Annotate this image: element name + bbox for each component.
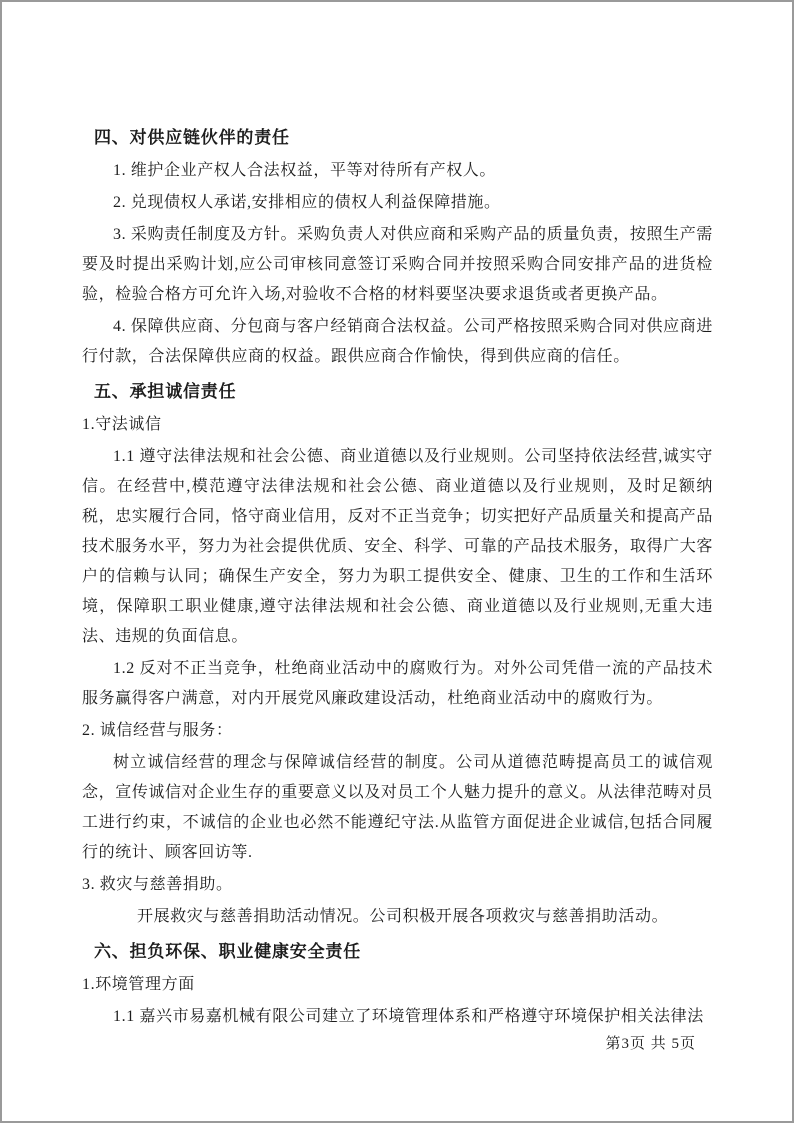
list-item: 3. 救灾与慈善捐助。 (82, 876, 233, 893)
section-heading-supply-chain: 四、对供应链伙伴的责任 (94, 128, 290, 147)
list-item: 2. 诚信经营与服务： (82, 722, 233, 739)
section-heading-integrity: 五、承担诚信责任 (94, 382, 237, 401)
list-item: 1.环境管理方面 (82, 976, 195, 993)
paragraph: 2. 兑现债权人承诺,安排相应的债权人利益保障措施。 (113, 194, 501, 211)
page-number: 第3页 共 5页 (605, 1036, 696, 1052)
paragraph: 开展救灾与慈善捐助活动情况。公司积极开展各项救灾与慈善捐助活动。 (137, 908, 669, 925)
paragraph: 1.1 嘉兴市易嘉机械有限公司建立了环境管理体系和严格遵守环境保护相关法律法 (113, 1008, 704, 1025)
paragraph: 3. 采购责任制度及方针。采购负责人对供应商和采购产品的质量负责，按照生产需要及时提出采购计划,应公司审核同意签订采购合同并按照采购合同安排产品的进货检验，检验合格方可允许入场,对验收不合格的材料要坚决要求退货或者更换产品。 (82, 226, 713, 303)
section-heading-environment-safety: 六、担负环保、职业健康安全责任 (94, 942, 361, 961)
paragraph: 树立诚信经营的理念与保障诚信经营的制度。公司从道德范畴提高员工的诚信观念，宣传诚信对企业生存的重要意义以及对员工个人魅力提升的意义。从法律范畴对员工进行约束，不诚信的企业也必然不能遵纪守法.从监管方面促进企业诚信,包括合同履行的统计、顾客回访等. (82, 754, 713, 861)
document-body (82, 120, 713, 1034)
paragraph: 1.2 反对不正当竞争，杜绝商业活动中的腐败行为。对外公司凭借一流的产品技术服务赢得客户满意，对内开展党风廉政建设活动，杜绝商业活动中的腐败行为。 (82, 660, 713, 707)
paragraph: 4. 保障供应商、分包商与客户经销商合法权益。公司严格按照采购合同对供应商进行付款，合法保障供应商的权益。跟供应商合作愉快，得到供应商的信任。 (82, 318, 713, 365)
list-item: 1.守法诚信 (82, 416, 162, 433)
paragraph: 1. 维护企业产权人合法权益，平等对待所有产权人。 (113, 162, 497, 179)
paragraph: 1.1 遵守法律法规和社会公德、商业道德以及行业规则。公司坚持依法经营,诚实守信。在经营中,模范遵守法律法规和社会公德、商业道德以及行业规则，及时足额纳税，忠实履行合同，恪守商业信用，反对不正当竞争；切实把好产品质量关和提高产品技术服务水平，努力为社会提供优质、安全、科学、可靠的产品技术服务，取得广大客户的信赖与认同；确保生产安全，努力为职工提供安全、健康、卫生的工作和生活环境，保障职工职业健康,遵守法律法规和社会公德、商业道德以及行业规则,无重大违法、违规的负面信息。 (82, 448, 713, 645)
